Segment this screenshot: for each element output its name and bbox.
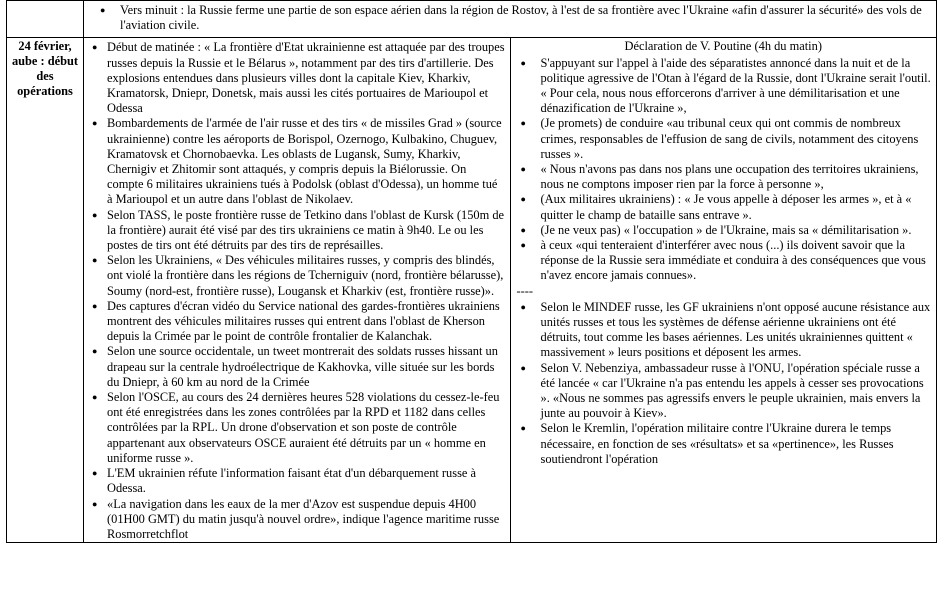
- list-item: ● Selon le MINDEF russe, les GF ukrainiens n'ont opposé aucune résistance aux unités russes et tous les systèmes de défense aérienne ukrainiens ont été détruits, tout comme les bases aériennes. Les unités ukrainiennes quittent « massivement » leurs positions et déposent les armes.: [520, 299, 931, 360]
- bullet-icon: ●: [520, 362, 526, 373]
- bullet-list: [511, 55, 937, 284]
- bullet-icon: ●: [92, 346, 98, 357]
- bullet-icon: ●: [520, 118, 526, 129]
- top-row-cell: [84, 1, 937, 38]
- list-item: ● Selon TASS, le poste frontière russe de Tetkino dans l'oblast de Kursk (150m de la frontière) aurait été visé par des tirs ukrainiens ce matin à 9h40. Le ou les postes de tirs ont été détruits par des tirs de représailles.: [92, 207, 505, 253]
- list-item: ● « Nous n'avons pas dans nos plans une occupation des territoires ukrainiens, nous ne comptons imposer rien par la force à personne »,: [520, 162, 919, 192]
- list-item: ● Des captures d'écran vidéo du Service national des gardes-frontières ukrainiens montrent des véhicules militaires russes qui entrent dans l'oblast de Kherson depuis la Crimée par le point de contrôle frontalier de Kalanchak.: [92, 298, 500, 344]
- bullet-icon: ●: [100, 5, 106, 15]
- list-item: ● (Aux militaires ukrainiens) : « Je vous appelle à déposer les armes », et à « quitter le champ de bataille sans entrave ».: [520, 192, 912, 222]
- list-item: ● Selon l'OSCE, au cours des 24 dernières heures 528 violations du cessez-le-feu ont été enregistrées dans les zones contrôlées par la RPD et 1182 dans celles contrôlées par la RPL. Un drone d'observation et son poste de contrôle appartenant aux observateurs OSCE auraient été détruits par un « homme en uniforme russe ».: [92, 390, 500, 465]
- list-item: ● S'appuyant sur l'appel à l'aide des séparatistes annoncé dans la nuit et de la politique agressive de l'Otan à l'égard de la Russie, dont l'Ukraine serait l'outil. « Pour cela, nous nous efforcerons d'arriver à une démilitarisation et une dénazification de l'Ukraine »,: [520, 55, 931, 116]
- list-item: ● «La navigation dans les eaux de la mer d'Azov est suspendue depuis 4H00 (01H00 GMT) du matin jusqu'à nouvel ordre», indique l'agence maritime russe Rosmorretchflot: [92, 496, 500, 541]
- list-item: ● Selon les Ukrainiens, « Des véhicules militaires russes, y compris des blindés, ont violé la frontière dans les régions de Tcherniguiv (nord, frontière bélarusse), Soumy (nord-est, frontière russe), Lougansk et Kharkiv (est, frontière russe)».: [92, 253, 504, 298]
- bullet-icon: ●: [520, 301, 526, 312]
- bullet-icon: ●: [92, 300, 98, 311]
- bullet-icon: ●: [92, 118, 98, 129]
- list-item: ● Selon le Kremlin, l'opération militaire contre l'Ukraine durera le temps nécessaire, en fonction de ses «résultats» et sa «pertinence», les Russes soutiendront l'opération: [520, 421, 894, 466]
- bullet-list: [84, 39, 510, 542]
- list-item: ● Selon une source occidentale, un tweet montrerait des soldats russes hissant un drapeau sur la centrale hydroélectrique de Kakhovka, ville située sur les bords du Dniepr, à 60 km au nord de la Crimée: [92, 344, 498, 389]
- date-cell: 24 février, aube : début des opérations: [7, 38, 84, 543]
- empty-date-cell: [7, 1, 84, 38]
- statement-title: Déclaration de V. Poutine (4h du matin): [624, 39, 822, 54]
- bullet-icon: ●: [520, 164, 526, 175]
- list-item: ● Vers minuit : la Russie ferme une partie de son espace aérien dans la région de Rostov, à l'est de sa frontière avec l'Ukraine «afin d'assurer la sécurité» des vols de l'aviation civile.: [100, 3, 922, 33]
- table-row: [7, 1, 937, 38]
- list-item: ● à ceux «qui tenteraient d'interférer avec nous (...) ils doivent savoir que la réponse de la Russie sera immédiate et conduira à des conséquences que vous n'avez encore jamais connues».: [520, 238, 926, 283]
- separator: ----: [516, 283, 534, 298]
- bullet-icon: ●: [520, 240, 526, 251]
- bullet-icon: ●: [520, 194, 526, 205]
- events-cell: [84, 38, 511, 543]
- list-item: ● Bombardements de l'armée de l'air russe et des tirs « de missiles Grad » (source ukrainienne) contre les aéroports de Borispol, Ozernogo, Kulbakino, Chuguev, Kramatovsk et Chornobaevka. Les oblasts de Lugansk, Sumy, Kharkiv, Chernigiv et Zhitomir sont attaqués, y compris depuis la Biélorussie. On compte 6 militaires ukrainiens tués à Podolsk (oblast d'Odessa), un homme tué à Marioupol et un autre dans l'oblast de Nikolaev.: [92, 116, 502, 207]
- list-item: ● Début de matinée : « La frontière d'Etat ukrainienne est attaquée par des troupes russes depuis la Russie et le Bélarus », notamment par des tirs d'artillerie. Des explosions entendues dans plusieurs villes dont la capitale Kiev, Kharkiv, Kramatorsk, Dniepr, Donetsk, mais aussi les cités portuaires de Marioupol et Odessa: [92, 40, 505, 116]
- list-item: ● (Je ne veux pas) « l'occupation » de l'Ukraine, mais sa « démilitarisation ».: [520, 222, 912, 237]
- list-item: ● L'EM ukrainien réfute l'information faisant état d'un débarquement russe à Odessa.: [92, 466, 476, 496]
- list-item: ● (Je promets) de conduire «au tribunal ceux qui ont commis de nombreux crimes, responsables de l'effusion de sang de civils, notamment des citoyens russes ».: [520, 116, 919, 161]
- chronology-table: [6, 0, 937, 543]
- list-item: ● Selon V. Nebenziya, ambassadeur russe à l'ONU, l'opération spéciale russe a été lancée « car l'Ukraine n'a pas entendu les appels à cesser ses provocations ». «Nous ne sommes pas agressifs envers le peuple ukrainien, mais envers la junte au pouvoir à Kiev».: [520, 360, 924, 421]
- bullet-list: [511, 299, 937, 467]
- bullet-icon: ●: [92, 498, 98, 509]
- bullet-icon: ●: [92, 392, 98, 403]
- bullet-icon: ●: [520, 57, 526, 68]
- statements-cell: [510, 38, 937, 543]
- bullet-icon: ●: [92, 209, 98, 220]
- bullet-icon: ●: [520, 423, 526, 434]
- bullet-icon: ●: [92, 255, 98, 266]
- bullet-icon: ●: [92, 468, 98, 479]
- bullet-icon: ●: [92, 42, 98, 53]
- table-row: [7, 38, 937, 543]
- bullet-list: [84, 3, 936, 33]
- bullet-icon: ●: [520, 224, 526, 235]
